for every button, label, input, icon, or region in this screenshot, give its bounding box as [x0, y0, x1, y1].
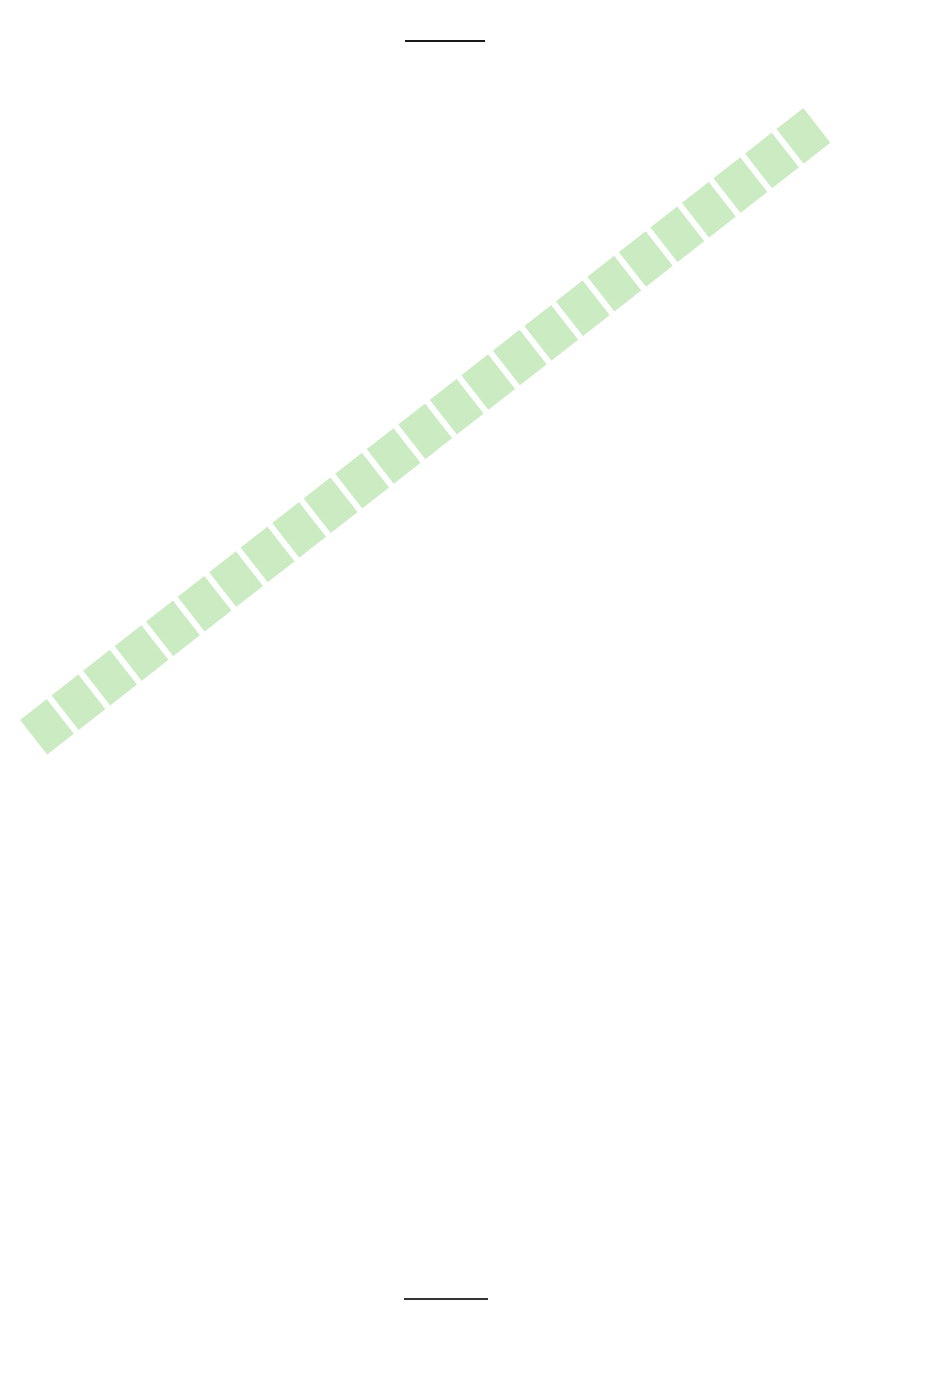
header-rule: [405, 40, 485, 42]
end-rule: [404, 1298, 488, 1300]
page-column-label: [88, 88, 808, 110]
page-header: [405, 38, 485, 42]
watermark-stripe: [20, 104, 835, 754]
table-of-contents: [88, 88, 808, 110]
